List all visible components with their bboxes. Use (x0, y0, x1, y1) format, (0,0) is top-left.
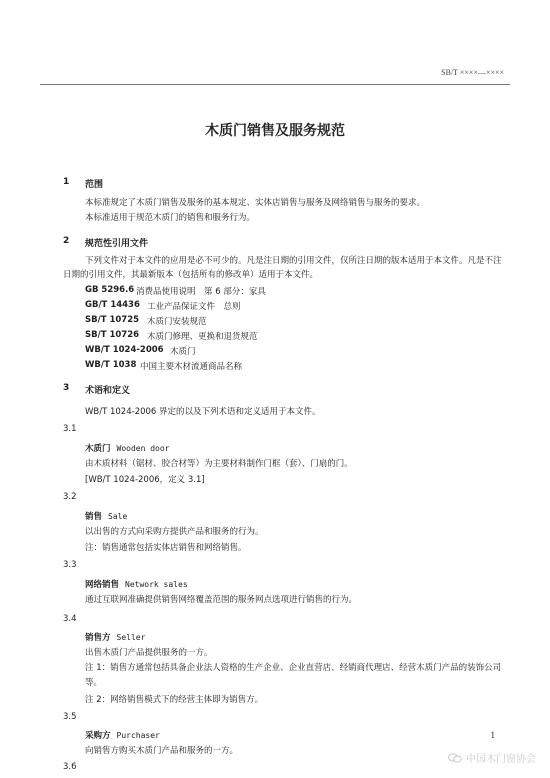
term-name-cn: 木质门 (85, 444, 111, 454)
term-name-en: Network sales (125, 580, 188, 589)
term-source: [WB/T 1024-2006，定义 3.1] (85, 475, 205, 485)
term-number: 3.1 (63, 424, 77, 434)
term-definition: 由木质材料（锯材、胶合材等）为主要材料制作门框（套）、门扇的门。 (85, 459, 353, 469)
term-name-en: Sale (108, 512, 128, 521)
ref-title: 工业产品保证文件 总则 (147, 302, 241, 312)
term-definition: 以出售的方式向采购方提供产品和服务的行为。 (85, 527, 264, 537)
term-definition: 向销售方购买木质门产品和服务的一方。 (85, 746, 239, 756)
section-1-number: 1 (63, 177, 70, 187)
wechat-icon (448, 753, 462, 763)
term-definition: 通过互联网准确提供销售网络覆盖范围的服务网点选项进行销售的行为。 (85, 595, 358, 605)
ref-code: WB/T 1024-2006 (85, 345, 164, 355)
ref-code: SB/T 10726 (85, 330, 140, 340)
ref-code: WB/T 1038 (85, 360, 137, 370)
term-number: 3.5 (63, 712, 77, 722)
ref-code: SB/T 10725 (85, 315, 140, 325)
ref-title: 木质门修理、更换和退货规范 (147, 332, 258, 342)
section-1-paragraph-1: 本标准规定了木质门销售及服务的基本规定、实体店销售与服务及网络销售与服务的要求。 (85, 198, 426, 208)
term-name-cn: 网络销售 (85, 580, 120, 590)
section-3-number: 3 (63, 383, 70, 393)
term-definition: 出售木质门产品提供服务的一方。 (85, 648, 213, 658)
section-2-title: 规范性引用文件 (85, 239, 149, 249)
term-heading (85, 578, 188, 590)
term-number: 3.2 (63, 492, 77, 502)
document-title: 木质门销售及服务规范 (205, 123, 345, 139)
ref-code: GB 5296.6 (85, 285, 135, 295)
term-note: 注 1：销售方通常包括具备企业法人资格的生产企业、企业直营店、经销商代理店、经营木质门产品的装饰公司等。 (85, 663, 502, 688)
section-3-intro: WB/T 1024-2006 界定的以及下列术语和定义适用于本文件。 (85, 407, 321, 417)
term-name-cn: 采购方 (85, 731, 111, 741)
term-note: 注：销售通常包括实体店销售和网络销售。 (85, 543, 247, 553)
ref-code: GB/T 14436 (85, 300, 140, 310)
term-heading (85, 510, 127, 522)
header-code: SB/T ××××—×××× (441, 68, 504, 77)
ref-title: 木质门安装规范 (147, 317, 207, 327)
term-name-en: Purchaser (116, 731, 160, 740)
watermark-text: 中国木门窗协会 (466, 754, 536, 765)
page-number: 1 (490, 730, 495, 740)
section-1-paragraph-2: 本标准适用于规范木质门的销售和服务行为。 (85, 213, 256, 223)
header-divider (40, 84, 510, 85)
section-3-title: 术语和定义 (85, 386, 131, 396)
watermark (448, 750, 536, 765)
term-heading (85, 729, 160, 741)
ref-title: 消费品使用说明 第 6 部分：家具 (136, 287, 266, 297)
term-name-cn: 销售方 (85, 633, 111, 643)
term-name-en: Wooden door (116, 444, 170, 453)
section-1-title: 范围 (85, 180, 104, 190)
section-2-number: 2 (63, 236, 70, 246)
term-note: 注 2：网络销售模式下的经营主体即为销售方。 (85, 695, 264, 705)
term-heading (85, 442, 170, 454)
term-name-en: Seller (116, 633, 146, 642)
ref-title: 木质门 (170, 347, 196, 357)
term-heading (85, 631, 145, 643)
term-number: 3.3 (63, 560, 77, 570)
term-number: 3.4 (63, 614, 77, 624)
ref-title: 中国主要木材流通商品名称 (140, 362, 243, 372)
term-number: 3.6 (63, 762, 77, 772)
section-2-intro: 下列文件对于本文件的应用是必不可少的。凡是注日期的引用文件，仅所注日期的版本适用于本文件。凡是不注日期的引用文件，其最新版本（包括所有的修改单）适用于本文件。 (63, 256, 502, 280)
term-name-cn: 销售 (85, 512, 103, 522)
